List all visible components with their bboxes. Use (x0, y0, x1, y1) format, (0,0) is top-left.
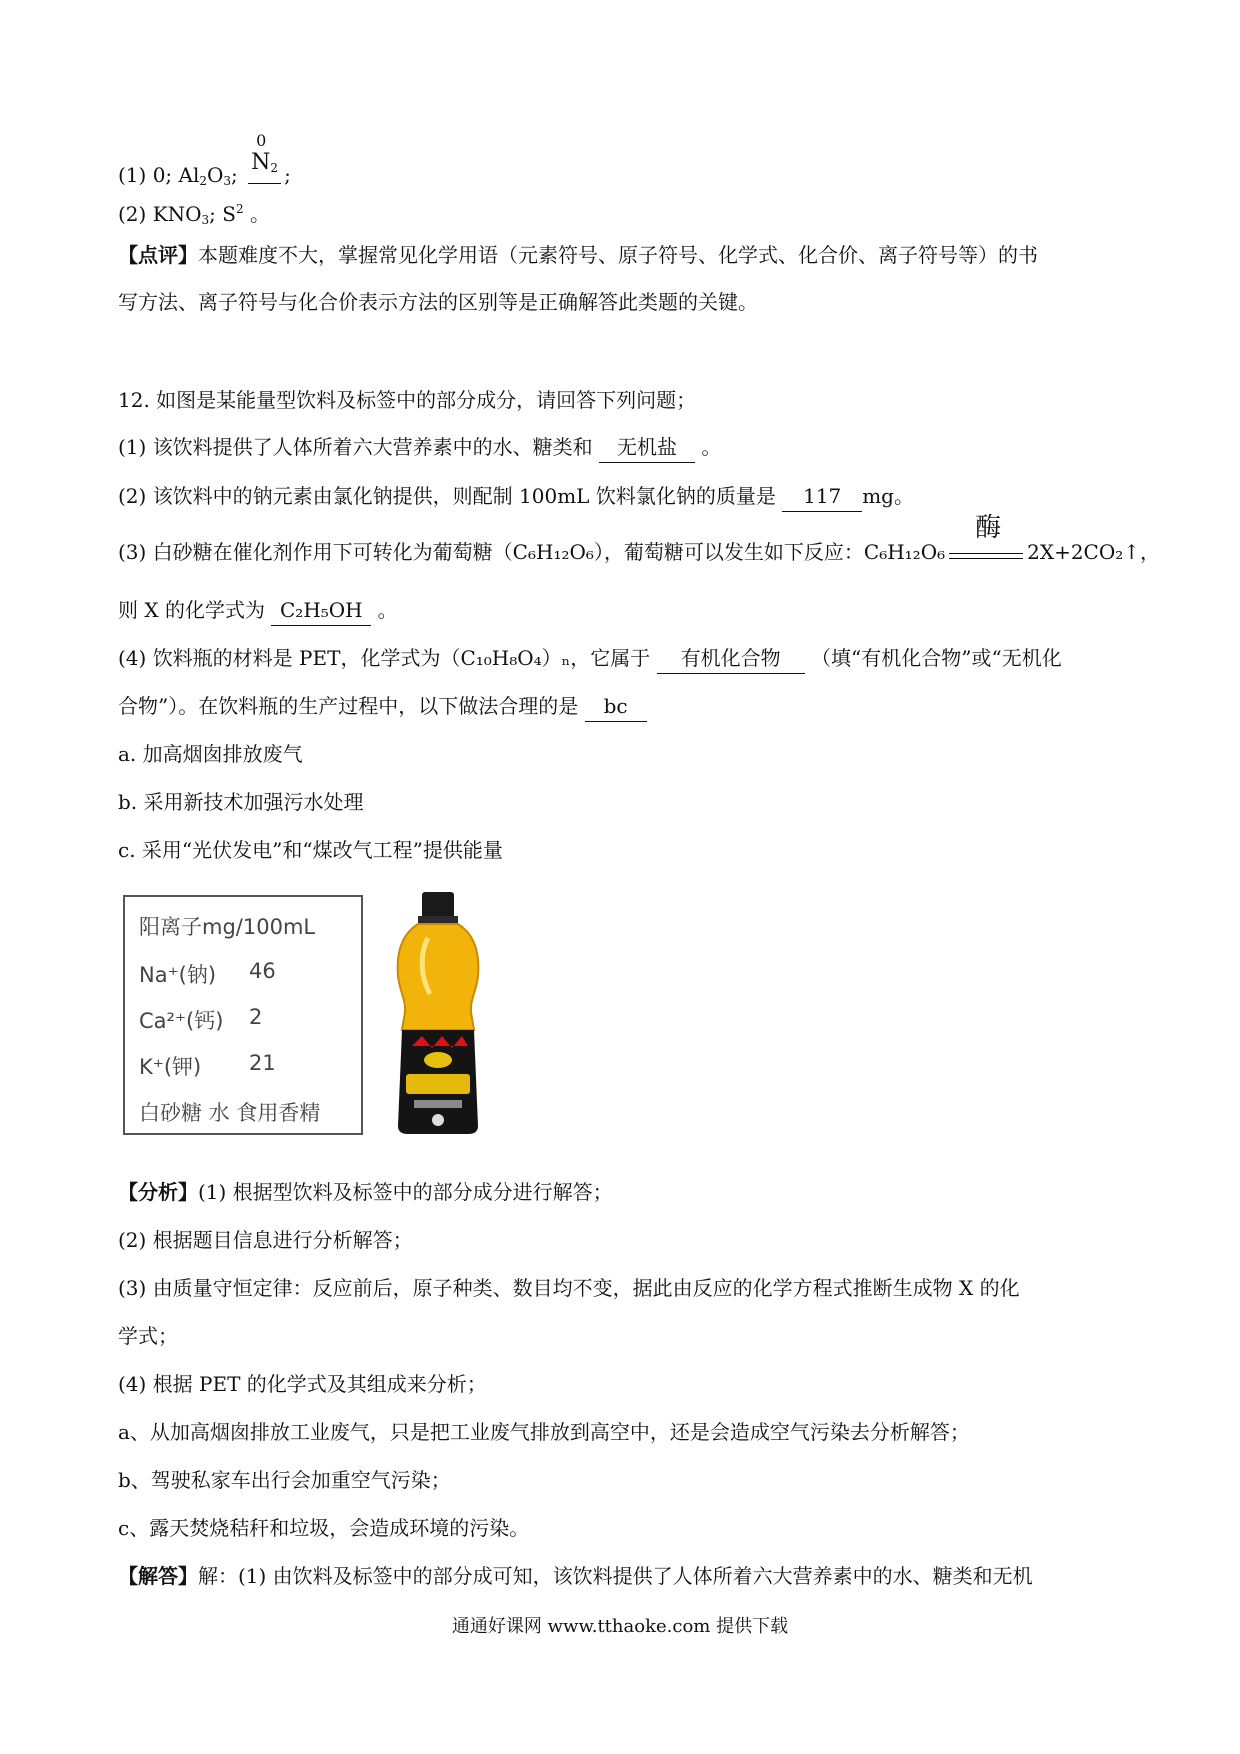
option-b (118, 787, 364, 817)
option-c (118, 835, 503, 865)
text: ; S (209, 202, 236, 226)
q12-part-3 (118, 512, 1161, 569)
text: 则 X 的化学式为 (118, 598, 265, 622)
drink-bottle-image (388, 890, 488, 1136)
text: (2) 该饮料中的钠元素由氯化钠提供，则配制 100mL 饮料氯化钠的质量是 (118, 484, 776, 508)
text: ; (231, 163, 238, 187)
label-ion-name: K⁺(钾) (139, 1055, 202, 1079)
text: 解：(1) 由饮料及标签中的部分成可知，该饮料提供了人体所着六大营养素中的水、糖类和无机 (198, 1564, 1033, 1588)
q12-part-3-answer (118, 595, 398, 626)
text: b、驾驶私家车出行会加重空气污染； (118, 1468, 451, 1492)
answer-blank: 117 (782, 481, 862, 512)
analysis-line-1 (118, 1177, 613, 1207)
bottle-small-print (414, 1100, 462, 1108)
q12-part-4 (118, 643, 1062, 674)
bottle-brand-panel (406, 1074, 470, 1094)
label-row-ca (139, 1005, 263, 1035)
analysis-line-3b (118, 1321, 178, 1351)
nutrition-label-box (123, 895, 363, 1135)
label-ion-value: 2 (249, 1005, 263, 1029)
text: 写方法、离子符号与化合价表示方法的区别等是正确解答此类题的关键。 (118, 290, 758, 314)
label-ingredients: 白砂糖 水 食用香精 (139, 1101, 321, 1125)
analysis-tag: 【分析】 (118, 1180, 198, 1204)
q12-part-4-cont (118, 691, 647, 722)
text: (4) 饮料瓶的材料是 PET，化学式为（C₁₀H₈O₄）ₙ，它属于 (118, 646, 651, 670)
text: a. 加高烟囱排放废气 (118, 742, 303, 766)
label-row-na (139, 959, 276, 989)
text: ; (284, 163, 291, 187)
bottle-ring (418, 916, 458, 924)
element-symbol: N (251, 150, 271, 175)
subscript: 3 (223, 174, 232, 188)
q12-part-1 (118, 432, 721, 463)
text: 12. 如图是某能量型饮料及标签中的部分成分，请回答下列问题； (118, 388, 697, 412)
text: （填“有机化合物”或“无机化 (811, 646, 1062, 670)
subscript: 2 (270, 161, 279, 175)
answer-11-line-2 (118, 194, 270, 235)
bottle-cap (422, 892, 454, 920)
text: 。 (377, 598, 398, 622)
text: a、从加高烟囱排放工业废气，只是把工业废气排放到高空中，还是会造成空气污染去分析解答； (118, 1420, 970, 1444)
label-header: 阳离子mg/100mL (139, 915, 316, 939)
bottle-emblem (424, 1052, 452, 1068)
option-a (118, 739, 303, 769)
text: (3) 由质量守恒定律：反应前后，原子种类、数目均不变，据此由反应的化学方程式推断生成物 X 的化 (118, 1276, 1020, 1300)
text: 2X+2CO₂↑， (1027, 540, 1161, 564)
question-12-stem (118, 385, 696, 415)
analysis-line-a (118, 1417, 970, 1447)
solution-line-1 (118, 1561, 1033, 1591)
bottle-seal (432, 1114, 444, 1126)
text: (4) 根据 PET 的化学式及其组成来分析； (118, 1372, 487, 1396)
superscript: 2 (235, 202, 244, 216)
q12-part-2 (118, 481, 914, 512)
text: 。 (249, 202, 270, 226)
analysis-line-2 (118, 1225, 413, 1255)
bottle-liquid (398, 924, 479, 1030)
analysis-line-3 (118, 1273, 1020, 1303)
n2-valence-notation (246, 131, 282, 182)
subscript: 2 (199, 174, 207, 188)
label-ion-value: 46 (249, 959, 276, 983)
answer-blank: bc (585, 691, 647, 722)
text: (2) KNO (118, 202, 202, 226)
text: O (207, 163, 224, 187)
catalyst-label: 酶 (975, 512, 1002, 543)
text: c. 采用“光伏发电”和“煤改气工程”提供能量 (118, 838, 503, 862)
n2-formula (248, 148, 281, 184)
review-11-line-2 (118, 287, 758, 317)
label-ion-value: 21 (249, 1051, 276, 1075)
answer-11-line-1 (118, 131, 291, 196)
text: 合物”）。在饮料瓶的生产过程中，以下做法合理的是 (118, 694, 579, 718)
text: b. 采用新技术加强污水处理 (118, 790, 364, 814)
footer-text: 通通好课网 www.tthaoke.com 提供下载 (451, 1616, 789, 1637)
text: 学式； (118, 1324, 178, 1348)
analysis-line-c (118, 1513, 529, 1543)
text: 本题难度不大，掌握常见化学用语（元素符号、原子符号、化学式、化合价、离子符号等）的书 (198, 243, 1038, 267)
text: (3) 白砂糖在催化剂作用下可转化为葡萄糖（C₆H₁₂O₆），葡萄糖可以发生如下反应：C₆H₁₂O₆ (118, 540, 946, 564)
page-footer (0, 1612, 1240, 1638)
text: 。 (701, 435, 722, 459)
review-tag: 【点评】 (118, 243, 198, 267)
label-ion-name: Na⁺(钠) (139, 963, 217, 987)
text: c、露天焚烧秸秆和垃圾，会造成环境的污染。 (118, 1516, 530, 1540)
review-11-line-1 (118, 240, 1038, 270)
text: (1) 该饮料提供了人体所着六大营养素中的水、糖类和 (118, 435, 593, 459)
label-ion-name: Ca²⁺(钙) (139, 1009, 224, 1033)
analysis-line-4 (118, 1369, 487, 1399)
equals-line (949, 558, 1023, 559)
text: (1) 0; Al (118, 163, 200, 187)
solution-tag: 【解答】 (118, 1564, 198, 1588)
subscript: 3 (201, 213, 210, 227)
analysis-line-b (118, 1465, 451, 1495)
label-row-k (139, 1051, 276, 1081)
valence-mark: 0 (256, 131, 267, 150)
answer-blank: 有机化合物 (657, 643, 805, 674)
text: (1) 根据型饮料及标签中的部分成分进行解答； (198, 1180, 613, 1204)
text: (2) 根据题目信息进行分析解答； (118, 1228, 413, 1252)
reaction-arrow (945, 512, 1027, 569)
equals-line (949, 553, 1023, 554)
text: mg。 (862, 484, 914, 508)
answer-blank: C₂H₅OH (271, 595, 371, 626)
answer-blank: 无机盐 (599, 432, 695, 463)
